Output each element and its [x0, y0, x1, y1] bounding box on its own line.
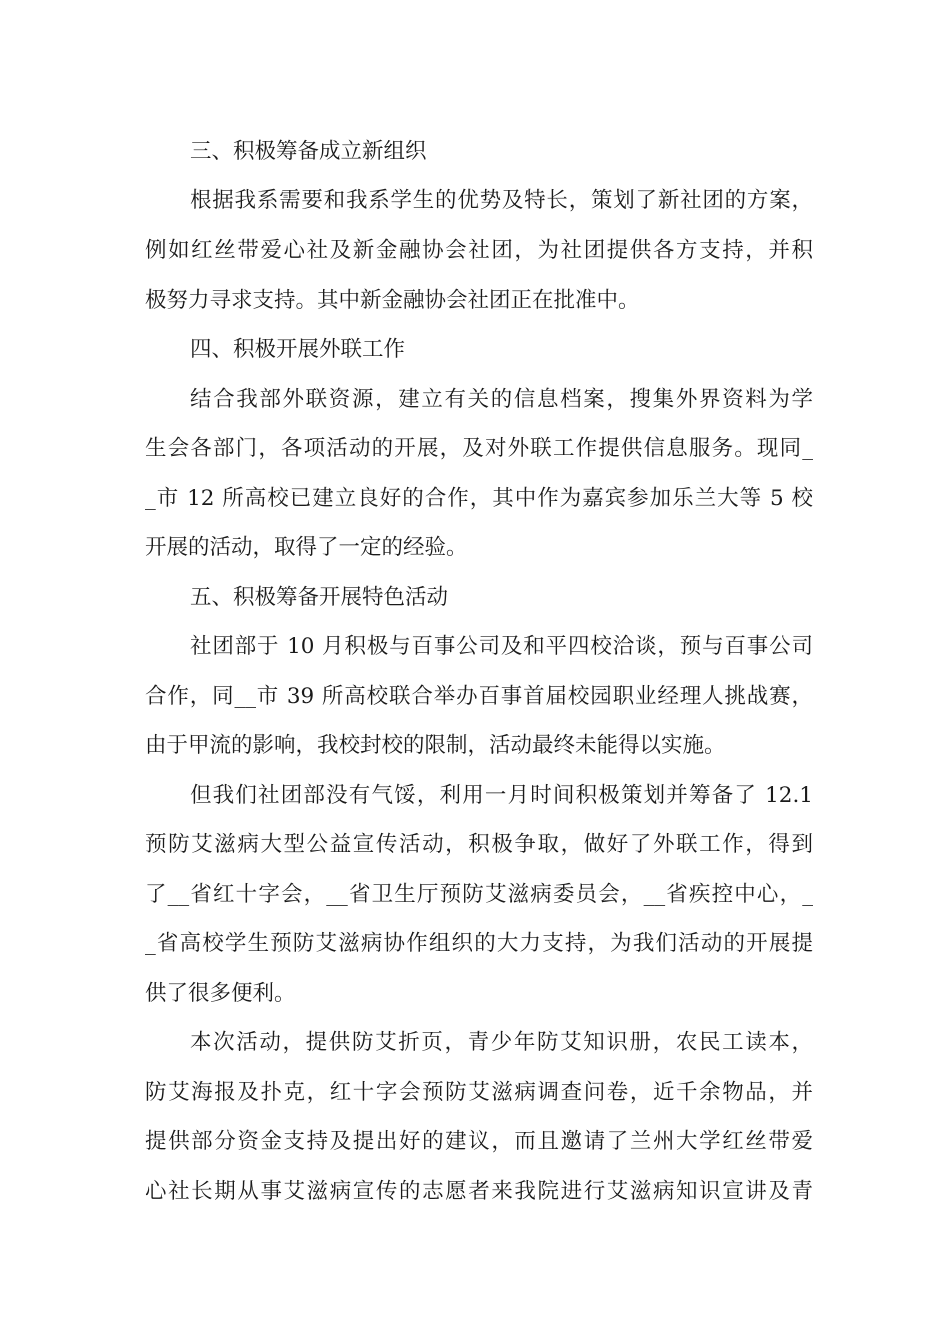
paragraph-line: 结合我部外联资源，建立有关的信息档案，搜集外界资料为学	[190, 387, 813, 412]
paragraph-line: 预防艾滋病大型公益宣传活动，积极争取，做好了外联工作，得到	[145, 832, 813, 857]
paragraph-line: 生会各部门，各项活动的开展，及对外联工作提供信息服务。现同_	[145, 436, 813, 461]
paragraph-line: 开展的活动，取得了一定的经验。	[145, 535, 468, 560]
paragraph-line: 防艾海报及扑克，红十字会预防艾滋病调查问卷，近千余物品，并	[145, 1080, 813, 1105]
paragraph-line: _省高校学生预防艾滋病协作组织的大力支持，为我们活动的开展提	[145, 931, 813, 956]
paragraph-line: 供了很多便利。	[145, 981, 296, 1006]
paragraph-line: 根据我系需要和我系学生的优势及特长，策划了新社团的方案，	[190, 188, 813, 213]
section-heading-5: 五、积极筹备开展特色活动	[190, 585, 449, 610]
paragraph-line: 了__省红十字会，__省卫生厅预防艾滋病委员会，__省疾控中心，_	[145, 882, 813, 907]
paragraph-line: _市 12 所高校已建立良好的合作，其中作为嘉宾参加乐兰大等 5 校	[145, 486, 813, 511]
paragraph-line: 社团部于 10 月积极与百事公司及和平四校洽谈，预与百事公司	[190, 634, 813, 659]
section-heading-4: 四、积极开展外联工作	[190, 337, 406, 362]
section-heading-3: 三、积极筹备成立新组织	[190, 139, 427, 164]
paragraph-line: 提供部分资金支持及提出好的建议，而且邀请了兰州大学红丝带爱	[145, 1129, 813, 1154]
paragraph-line: 合作，同__市 39 所高校联合举办百事首届校园职业经理人挑战赛，	[145, 684, 813, 709]
paragraph-line: 极努力寻求支持。其中新金融协会社团正在批准中。	[145, 288, 640, 313]
paragraph-line: 心社长期从事艾滋病宣传的志愿者来我院进行艾滋病知识宣讲及青	[145, 1179, 813, 1204]
paragraph-line: 但我们社团部没有气馁，利用一月时间积极策划并筹备了 12.1	[190, 783, 813, 808]
paragraph-line: 由于甲流的影响，我校封校的限制，活动最终未能得以实施。	[145, 733, 726, 758]
paragraph-line: 本次活动，提供防艾折页，青少年防艾知识册，农民工读本，	[190, 1030, 813, 1055]
paragraph-line: 例如红丝带爱心社及新金融协会社团，为社团提供各方支持，并积	[145, 238, 813, 263]
